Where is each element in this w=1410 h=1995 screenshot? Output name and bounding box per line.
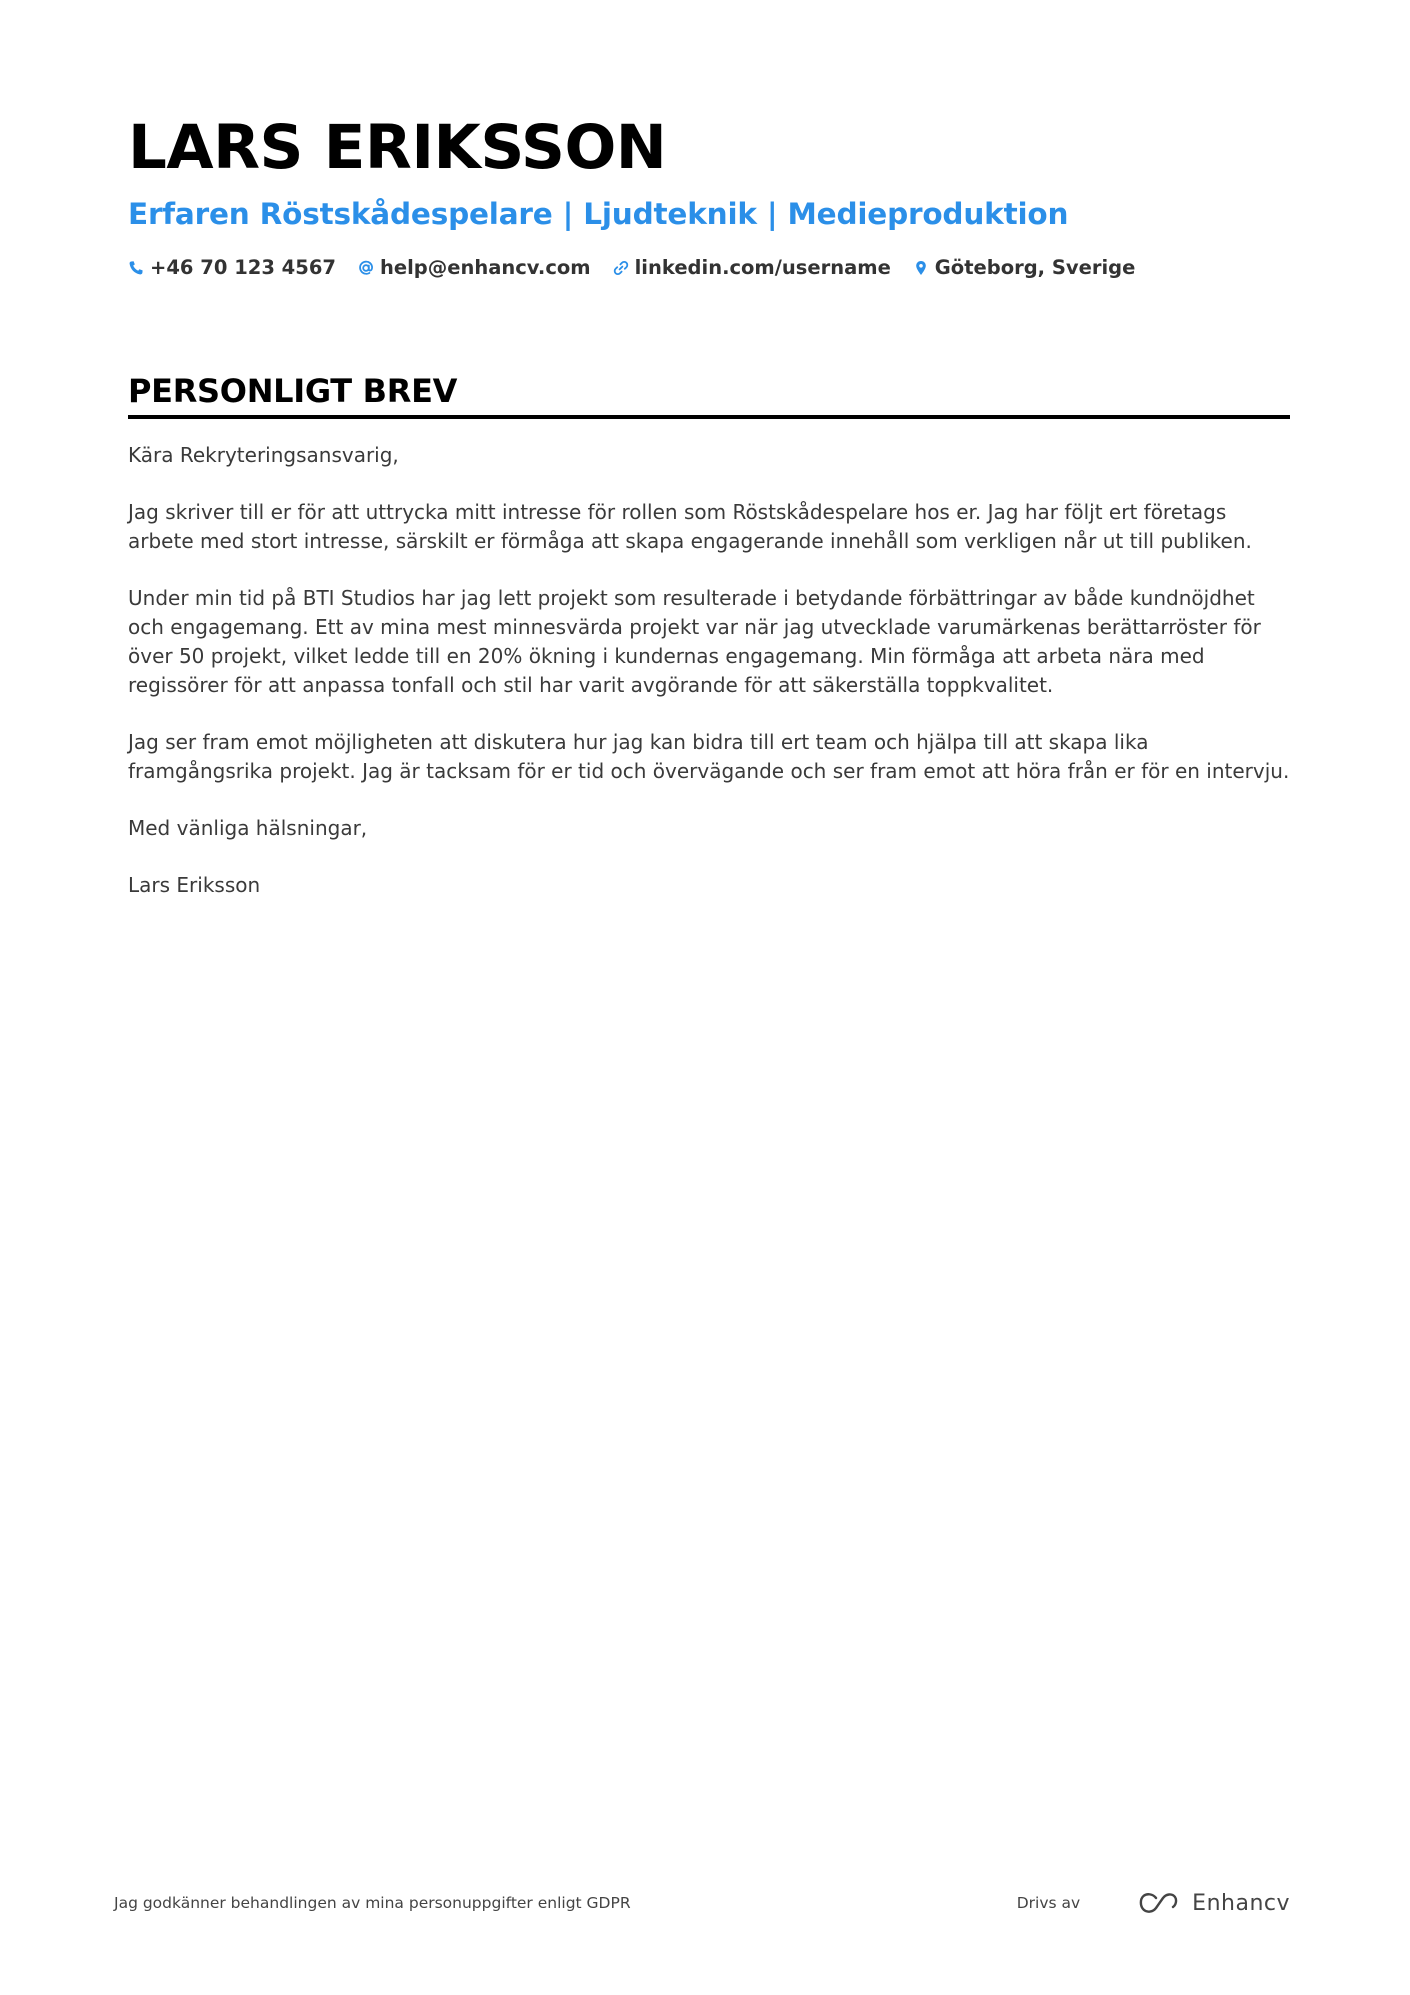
powered-by-label: Drivs av bbox=[1016, 1894, 1081, 1912]
section-divider bbox=[128, 415, 1290, 419]
contact-location bbox=[913, 256, 1136, 279]
letter-closing: Med vänliga hälsningar, bbox=[128, 816, 368, 840]
phone-text: +46 70 123 4567 bbox=[150, 256, 336, 279]
contact-phone bbox=[128, 256, 336, 279]
letter-paragraph: Jag skriver till er för att uttrycka mitt intresse för rollen som Röstskådespelare hos er. Jag har följt ert företags arbete med stort intresse, särskilt er förmåga att skapa engagerande innehåll som verkligen når ut till publiken. bbox=[128, 500, 1252, 553]
phone-icon bbox=[128, 260, 144, 276]
gdpr-consent-text: Jag godkänner behandlingen av mina personuppgifter enligt GDPR bbox=[114, 1894, 631, 1912]
email-text: help@enhancv.com bbox=[379, 256, 591, 279]
letter-signature: Lars Eriksson bbox=[128, 873, 261, 897]
at-icon bbox=[358, 260, 374, 276]
location-text: Göteborg, Sverige bbox=[934, 256, 1136, 279]
cover-letter-page bbox=[128, 108, 1290, 928]
candidate-name: LARS ERIKSSON bbox=[128, 112, 667, 183]
candidate-headline: Erfaren Röstskådespelare | Ljudteknik | Medieproduktion bbox=[128, 197, 1069, 231]
contact-linkedin bbox=[613, 256, 891, 279]
brand-name: Enhancv bbox=[1192, 1890, 1290, 1916]
letter-greeting: Kära Rekryteringsansvarig, bbox=[128, 443, 399, 467]
contact-email bbox=[358, 256, 591, 279]
brand-logo[interactable] bbox=[1136, 1890, 1290, 1916]
letter-paragraph: Jag ser fram emot möjligheten att diskutera hur jag kan bidra till ert team och hjälpa till att skapa lika framgångsrika projekt. Jag är tacksam för er tid och övervägande och ser fram emot att höra från er för en intervju. bbox=[128, 730, 1290, 783]
contact-bar bbox=[128, 256, 1290, 279]
link-icon bbox=[613, 260, 629, 276]
letter-body bbox=[128, 441, 1290, 900]
linkedin-text: linkedin.com/username bbox=[634, 256, 891, 279]
enhancv-logo-icon bbox=[1136, 1890, 1180, 1916]
page-footer bbox=[114, 1890, 1290, 1916]
letter-paragraph: Under min tid på BTI Studios har jag lett projekt som resulterade i betydande förbättringar av både kundnöjdhet och engagemang. Ett av mina mest minnesvärda projekt var när jag utvecklade varumärkenas berättarröster för över 50 projekt, vilket ledde till en 20% ökning i kundernas engagemang. Min förmåga att arbeta nära med regissörer för att anpassa tonfall och stil har varit avgörande för att säkerställa toppkvalitet. bbox=[128, 586, 1261, 697]
section-title: PERSONLIGT BREV bbox=[128, 372, 458, 410]
location-pin-icon bbox=[913, 260, 929, 276]
